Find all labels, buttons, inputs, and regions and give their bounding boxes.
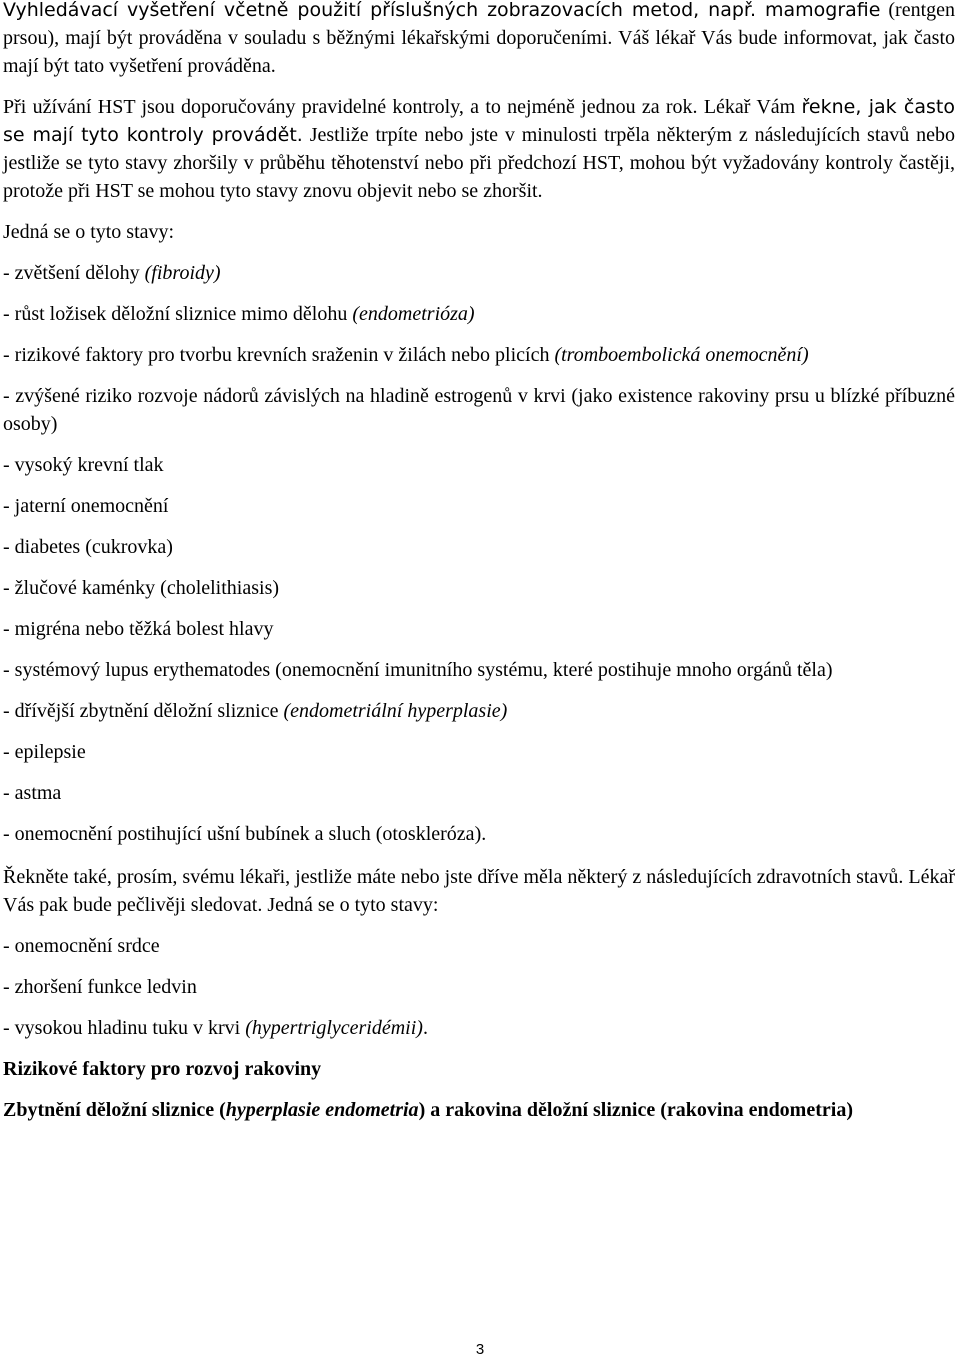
list-item [3, 615, 955, 643]
list-item-term: (endometriální hyperplasie) [283, 700, 508, 722]
list-item [3, 382, 955, 438]
paragraph-checkups-line2: řekne, jak často se mají tyto kontroly provádět. [3, 96, 955, 146]
list-item [3, 451, 955, 479]
list-item-text: - zhoršení funkce ledvin [3, 976, 197, 998]
page-number: 3 [475, 1341, 485, 1358]
list-item-text: - onemocnění srdce [3, 935, 160, 957]
list-item [3, 697, 955, 725]
subsection-heading [3, 1096, 955, 1124]
list-item [3, 574, 955, 602]
paragraph-screening [3, 0, 955, 80]
list-item [3, 779, 955, 807]
list-item-term: (fibroidy) [144, 262, 221, 284]
list-item-text: - jaterní onemocnění [3, 495, 169, 517]
list-item [3, 492, 955, 520]
paragraph-checkups-line1: Při užívání HST jsou doporučovány pravidelné kontroly, a to nejméně jednou za rok. Lékař Vám [3, 96, 796, 118]
list-item [3, 656, 955, 684]
conditions-list [3, 259, 955, 848]
conditions-intro: Jedná se o tyto stavy: [3, 221, 175, 243]
paragraph-screening-line1: Vyhledávací vyšetření včetně použití příslušných zobrazovacích metod, např. mamografie [3, 0, 881, 21]
list-item [3, 533, 955, 561]
list-item [3, 300, 955, 328]
list-item [3, 973, 955, 1001]
paragraph-screening-rest: (rentgen prsou), mají být prováděna v souladu s běžnými lékařskými doporučeními. Váš lékař Vás bude informovat, jak často mají být tato vyšetření prováděna. [3, 0, 956, 77]
list-item-text: - dřívější zbytnění děložní sliznice [3, 700, 284, 722]
list-item [3, 932, 955, 960]
paragraph-checkups [3, 93, 955, 205]
subsection-heading-term: hyperplasie endometria [225, 1099, 419, 1121]
list-item-text: - systémový lupus erythematodes (onemocnění imunitního systému, které postihuje mnoho orgánů těla) [3, 659, 833, 681]
paragraph-checkups-rest: Jestliže trpíte nebo jste v minulosti trpěla některým z následujících stavů nebo jestliže se tyto stavy zhoršily v průběhu těhotenství nebo při předchozí HST, mohou být vyžadovány kontroly častěji, protože při HST se mohou tyto stavy znovu objevit nebo se zhoršit. [3, 124, 955, 202]
subsection-heading-post: ) a rakovina děložní sliznice (rakovina endometria) [418, 1099, 853, 1121]
list-item-text: - žlučové kaménky (cholelithiasis) [3, 577, 280, 599]
paragraph-tell-doctor: Řekněte také, prosím, svému lékaři, jestliže máte nebo jste dříve měla některý z následujících zdravotních stavů. Lékař Vás pak bude pečlivěji sledovat. Jedná se o tyto stavy: [3, 866, 955, 916]
list-item-text: - vysokou hladinu tuku v krvi [3, 1017, 246, 1039]
list-item-text: - vysoký krevní tlak [3, 454, 164, 476]
list-item-text: - epilepsie [3, 741, 86, 763]
list-item-term: (hypertriglyceridémii) [245, 1017, 423, 1039]
list-item-term: (tromboembolická onemocnění) [554, 344, 809, 366]
list-item [3, 738, 955, 766]
list-item-term: (endometrióza) [352, 303, 475, 325]
list-item-text: - astma [3, 782, 62, 804]
list-item [3, 820, 955, 848]
list-item-text: - diabetes (cukrovka) [3, 536, 173, 558]
list-item-text: - zvýšené riziko rozvoje nádorů závislých na hladině estrogenů v krvi (jako existence rakoviny prsu u blízké příbuzné osoby) [3, 385, 955, 435]
list-item-text: - rizikové faktory pro tvorbu krevních sraženin v žilách nebo plicích [3, 344, 555, 366]
section-heading: Rizikové faktory pro rozvoj rakoviny [3, 1058, 322, 1080]
list-item-text: - migréna nebo těžká bolest hlavy [3, 618, 274, 640]
list-item [3, 259, 955, 287]
conditions-list-2 [3, 932, 955, 1042]
subsection-heading-pre: Zbytnění děložní sliznice ( [3, 1099, 226, 1121]
list-item-text: - onemocnění postihující ušní bubínek a sluch (otoskleróza). [3, 823, 487, 845]
list-item-text: - zvětšení dělohy [3, 262, 145, 284]
list-item [3, 341, 955, 369]
list-item [3, 1014, 955, 1042]
document-page [3, 0, 955, 1124]
list-item-text: - růst ložisek děložní sliznice mimo dělohu [3, 303, 353, 325]
list-item-after: . [422, 1017, 428, 1039]
